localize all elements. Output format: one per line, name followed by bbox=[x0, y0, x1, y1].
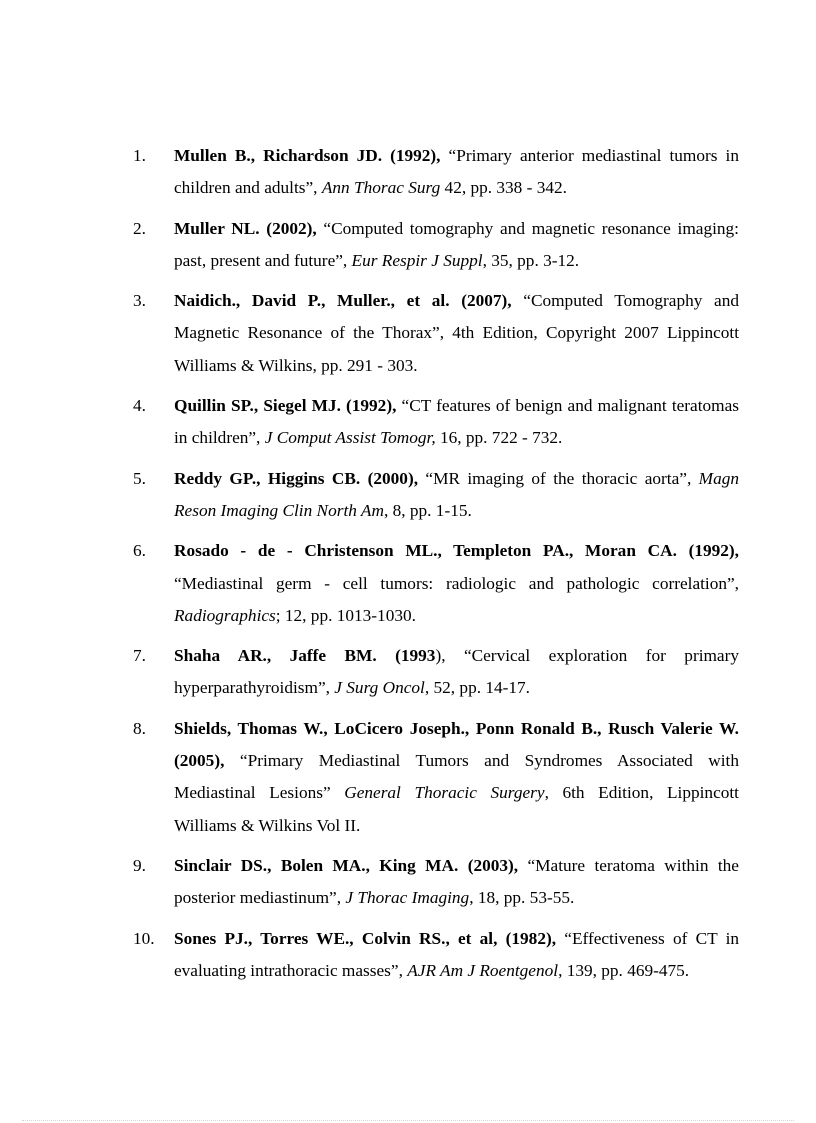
reference-item bbox=[133, 713, 739, 842]
reference-journal: Magn Reson Imaging Clin North Am bbox=[174, 468, 739, 520]
reference-title: “Mediastinal germ - cell tumors: radiologic and pathologic correlation”, bbox=[174, 573, 739, 593]
reference-number: 5. bbox=[133, 468, 146, 488]
reference-title: ), “Cervical exploration for primary hyperparathyroidism”, bbox=[174, 646, 740, 698]
reference-authors: Sinclair DS., Bolen MA., King MA. (2003), bbox=[174, 855, 519, 875]
reference-item bbox=[133, 850, 739, 915]
reference-authors: Quillin SP., Siegel MJ. (1992), bbox=[174, 396, 397, 416]
reference-number: 8. bbox=[133, 718, 146, 738]
reference-title: “MR imaging of the thoracic aorta”, bbox=[418, 468, 699, 488]
reference-journal: Ann Thorac Surg bbox=[321, 178, 441, 198]
reference-tail: , 18, pp. 53-55. bbox=[469, 888, 575, 908]
reference-title: “CT features of benign and malignant teratomas in children”, bbox=[174, 396, 739, 448]
reference-list bbox=[133, 140, 739, 995]
reference-item bbox=[133, 923, 739, 988]
reference-journal: J Comput Assist Tomogr, bbox=[264, 428, 436, 448]
reference-item bbox=[133, 285, 739, 382]
reference-item bbox=[133, 140, 739, 205]
page-bottom-divider bbox=[22, 1120, 794, 1121]
reference-title: “Primary Mediastinal Tumors and Syndromes Associated with Mediastinal Lesions” bbox=[174, 751, 739, 803]
reference-authors: Shaha AR., Jaffe BM. (1993 bbox=[174, 646, 436, 666]
reference-journal: Radiographics bbox=[174, 605, 276, 625]
reference-authors: Mullen B., Richardson JD. (1992), bbox=[174, 146, 441, 165]
reference-title: “Computed tomography and magnetic resonance imaging: past, present and future”, bbox=[174, 218, 739, 270]
reference-item bbox=[133, 535, 739, 632]
reference-number: 1. bbox=[133, 146, 146, 165]
reference-journal: AJR Am J Roentgenol bbox=[407, 960, 559, 980]
reference-journal: Eur Respir J Suppl bbox=[351, 250, 483, 270]
reference-tail: , 6th Edition, Lippincott Williams & Wilkins Vol II. bbox=[174, 783, 739, 835]
reference-item bbox=[133, 390, 739, 455]
reference-item bbox=[133, 640, 739, 705]
reference-title: “Primary anterior mediastinal tumors in children and adults”, bbox=[174, 146, 739, 198]
reference-tail: 42, pp. 338 - 342. bbox=[440, 178, 567, 198]
reference-number: 4. bbox=[133, 396, 146, 416]
reference-item bbox=[133, 463, 739, 528]
reference-number: 7. bbox=[133, 646, 146, 666]
reference-title: “Effectiveness of CT in evaluating intrathoracic masses”, bbox=[174, 928, 740, 980]
reference-number: 2. bbox=[133, 218, 146, 238]
reference-authors: Rosado - de - Christenson ML., Templeton PA., Moran CA. (1992), bbox=[174, 541, 739, 561]
reference-title: “Computed Tomography and Magnetic Resonance of the Thorax”, 4th Edition, Copyright 2007 Lippincott Williams & Wilkins, pp. 291 - 303. bbox=[174, 291, 739, 375]
reference-item bbox=[133, 213, 739, 278]
reference-number: 6. bbox=[133, 541, 146, 561]
reference-journal: J Thorac Imaging bbox=[345, 888, 470, 908]
reference-authors: Naidich., David P., Muller., et al. (2007), bbox=[174, 291, 512, 311]
reference-authors: Reddy GP., Higgins CB. (2000), bbox=[174, 468, 419, 488]
reference-tail: , 52, pp. 14-17. bbox=[424, 678, 530, 698]
reference-journal: J Surg Oncol bbox=[334, 678, 425, 698]
reference-tail: , 139, pp. 469-475. bbox=[558, 960, 690, 980]
reference-number: 9. bbox=[133, 855, 146, 875]
reference-tail: , 8, pp. 1-15. bbox=[383, 500, 472, 520]
reference-authors: Muller NL. (2002), bbox=[174, 218, 317, 238]
reference-tail: ; 12, pp. 1013-1030. bbox=[275, 605, 416, 625]
reference-number: 3. bbox=[133, 291, 146, 311]
reference-number: 10. bbox=[133, 928, 155, 948]
reference-tail: 16, pp. 722 - 732. bbox=[435, 428, 563, 448]
reference-authors: Shields, Thomas W., LoCicero Joseph., Ponn Ronald B., Rusch Valerie W. (2005), bbox=[174, 718, 739, 771]
reference-journal: General Thoracic Surgery bbox=[344, 783, 545, 803]
reference-authors: Sones PJ., Torres WE., Colvin RS., et al, (1982), bbox=[174, 928, 557, 948]
reference-title: “Mature teratoma within the posterior mediastinum”, bbox=[174, 855, 739, 908]
reference-tail: , 35, pp. 3-12. bbox=[482, 250, 580, 270]
